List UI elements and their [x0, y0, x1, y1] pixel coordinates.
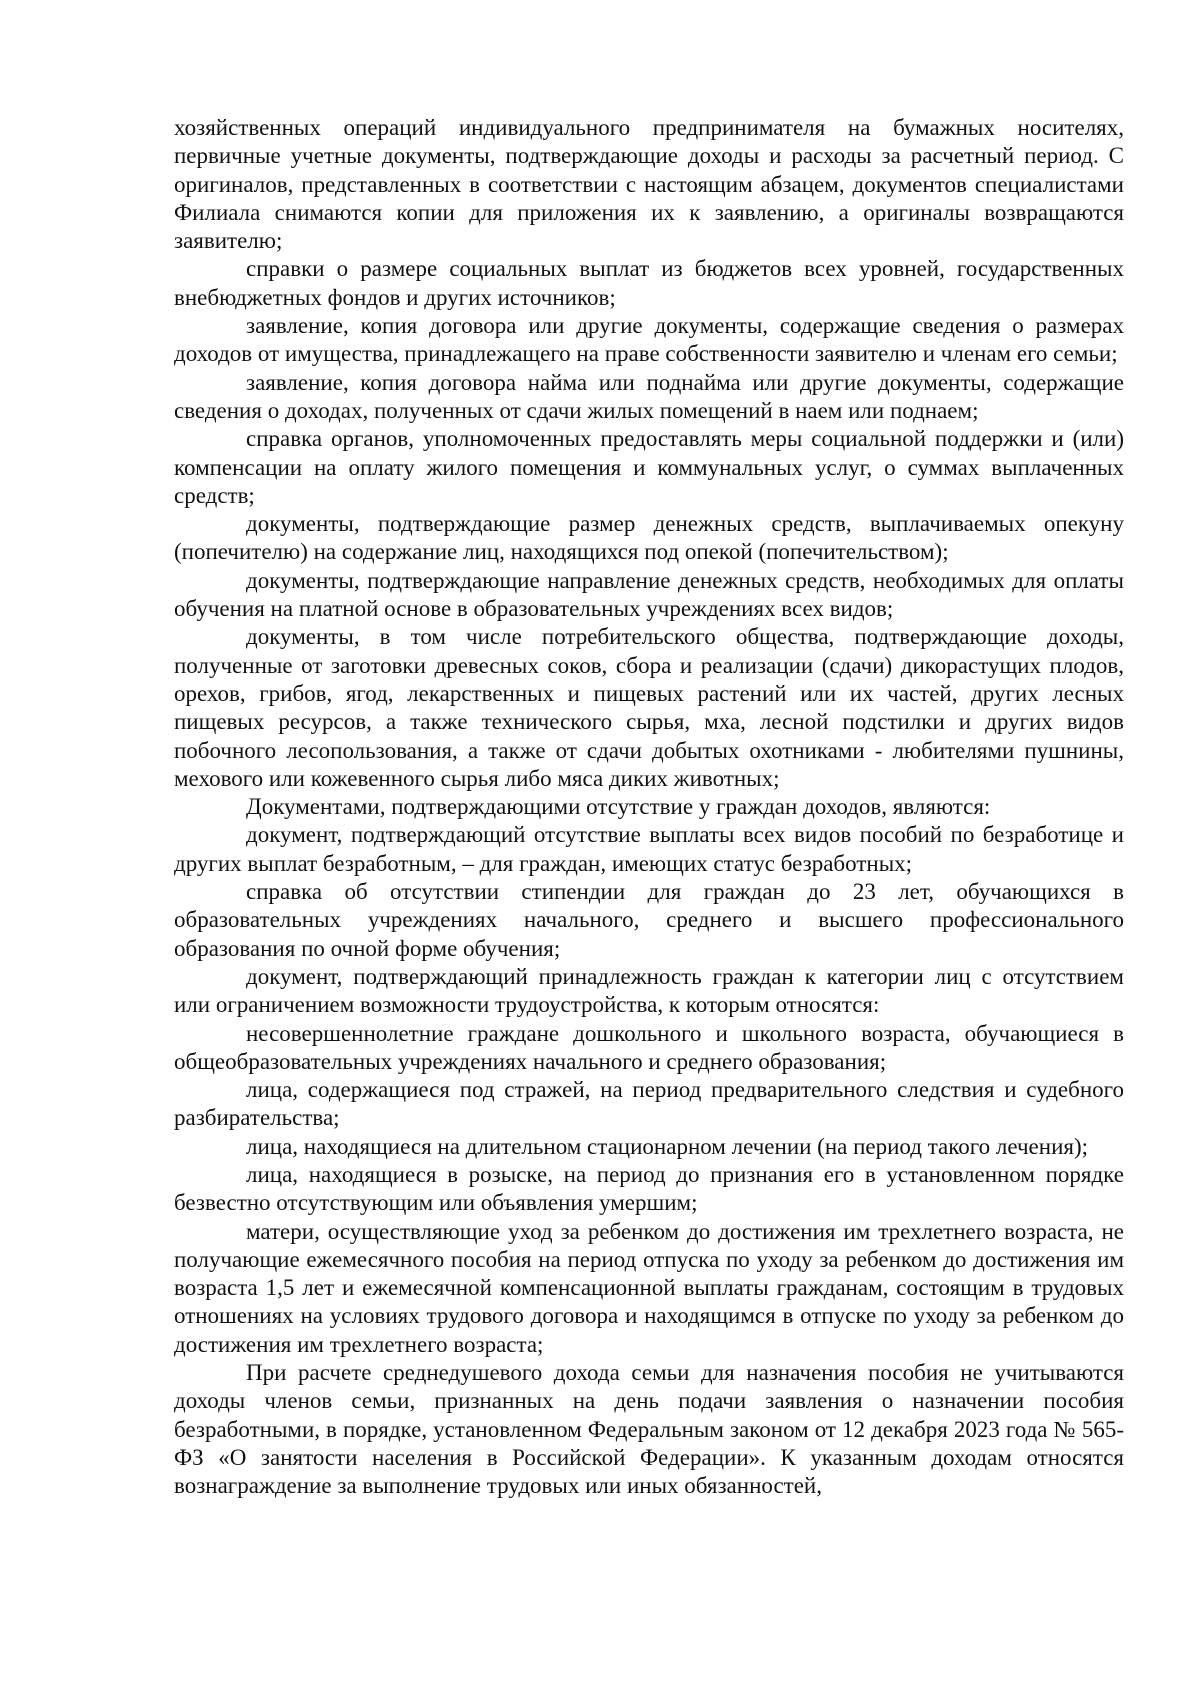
document-body [174, 114, 1124, 1501]
paragraph-inpatient-treatment: лица, находящиеся на длительном стационарном лечении (на период такого лечения); [246, 1133, 1089, 1159]
paragraph-mothers-childcare: матери, осуществляющие уход за ребенком до достижения им трехлетнего возраста, не получающие ежемесячного пособия на период отпуска по уходу за ребенком до достижения им возраста 1,5 лет и ежемесячной компенсационной выплаты гражданам, состоящим в трудовых отношениях на условиях трудового договора и находящимся в отпуске по уходу за ребенком до достижения им трехлетнего возраста; [174, 1218, 1124, 1357]
paragraph-education-payment: документы, подтверждающие направление денежных средств, необходимых для оплаты обучения на платной основе в образовательных учреждениях всех видов; [174, 567, 1124, 622]
paragraph-income-calculation: При расчете среднедушевого дохода семьи для назначения пособия не учитываются доходы членов семьи, признанных на день подачи заявления о назначении пособия безработными, в порядке, установленном Федеральным законом от 12 декабря 2023 года № 565-ФЗ «О занятости населения в Российской Федерации». К указанным доходам относятся вознаграждение за выполнение трудовых или иных обязанностей, [174, 1360, 1124, 1499]
paragraph-guardian-funds: документы, подтверждающие размер денежных средств, выплачиваемых опекуну (попечителю) на содержание лиц, находящихся под опекой (попечительством); [174, 511, 1124, 565]
paragraph-unemployment-benefits: документ, подтверждающий отсутствие выплаты всех видов пособий по безработице и других выплат безработным, – для граждан, имеющих статус безработных; [174, 822, 1124, 876]
paragraph-housing-compensation: справка органов, уполномоченных предоставлять меры социальной поддержки и (или) компенсации на оплату жилого помещения и коммунальных услуг, о суммах выплаченных средств; [174, 426, 1124, 508]
paragraph-no-income-documents-heading: Документами, подтверждающими отсутствие у граждан доходов, являются: [246, 794, 991, 820]
paragraph-forest-resources-income: документы, в том числе потребительского общества, подтверждающие доходы, полученные от заготовки древесных соков, сбора и реализации (сдачи) дикорастущих плодов, орехов, грибов, ягод, лекарственных и пищевых растений или их частей, других лесных пищевых ресурсов, а также технического сырья, мха, лесной подстилки и других видов побочного лесопользования, а также от сдачи добытых охотниками - любителями пушнины, мехового или кожевенного сырья либо мяса диких животных; [174, 624, 1124, 791]
paragraph-wanted-persons: лица, находящиеся в розыске, на период до признания его в установленном порядке безвестно отсутствующим или объявления умершим; [174, 1161, 1124, 1216]
paragraph-primary-documents: хозяйственных операций индивидуального предпринимателя на бумажных носителях, первичные учетные документы, подтверждающие доходы и расходы за расчетный период. С оригиналов, представленных в соответствии с настоящим абзацем, документов специалистами Филиала снимаются копии для приложения их к заявлению, а оригиналы возвращаются заявителю; [174, 115, 1124, 254]
paragraph-employment-restriction: документ, подтверждающий принадлежность граждан к категории лиц с отсутствием или ограничением возможности трудоустройства, к которым относятся: [174, 963, 1124, 1018]
paragraph-detained-persons: лица, содержащиеся под стражей, на период предварительного следствия и судебного разбирательства; [174, 1077, 1124, 1131]
paragraph-rental-income: заявление, копия договора найма или поднайма или другие документы, содержащие сведения о доходах, полученных от сдачи жилых помещений в наем или поднаем; [174, 369, 1124, 423]
paragraph-minor-students: несовершеннолетние граждане дошкольного и школьного возраста, обучающиеся в общеобразовательных учреждениях начального и среднего образования; [174, 1020, 1124, 1074]
paragraph-no-stipend: справка об отсутствии стипендии для граждан до 23 лет, обучающихся в образовательных учреждениях начального, среднего и высшего профессионального образования по очной форме обучения; [174, 879, 1124, 961]
paragraph-property-income: заявление, копия договора или другие документы, содержащие сведения о размерах доходов от имущества, принадлежащего на праве собственности заявителю и членам его семьи; [174, 313, 1124, 367]
paragraph-social-payments-certificates: справки о размере социальных выплат из бюджетов всех уровней, государственных внебюджетных фондов и других источников; [174, 256, 1124, 310]
